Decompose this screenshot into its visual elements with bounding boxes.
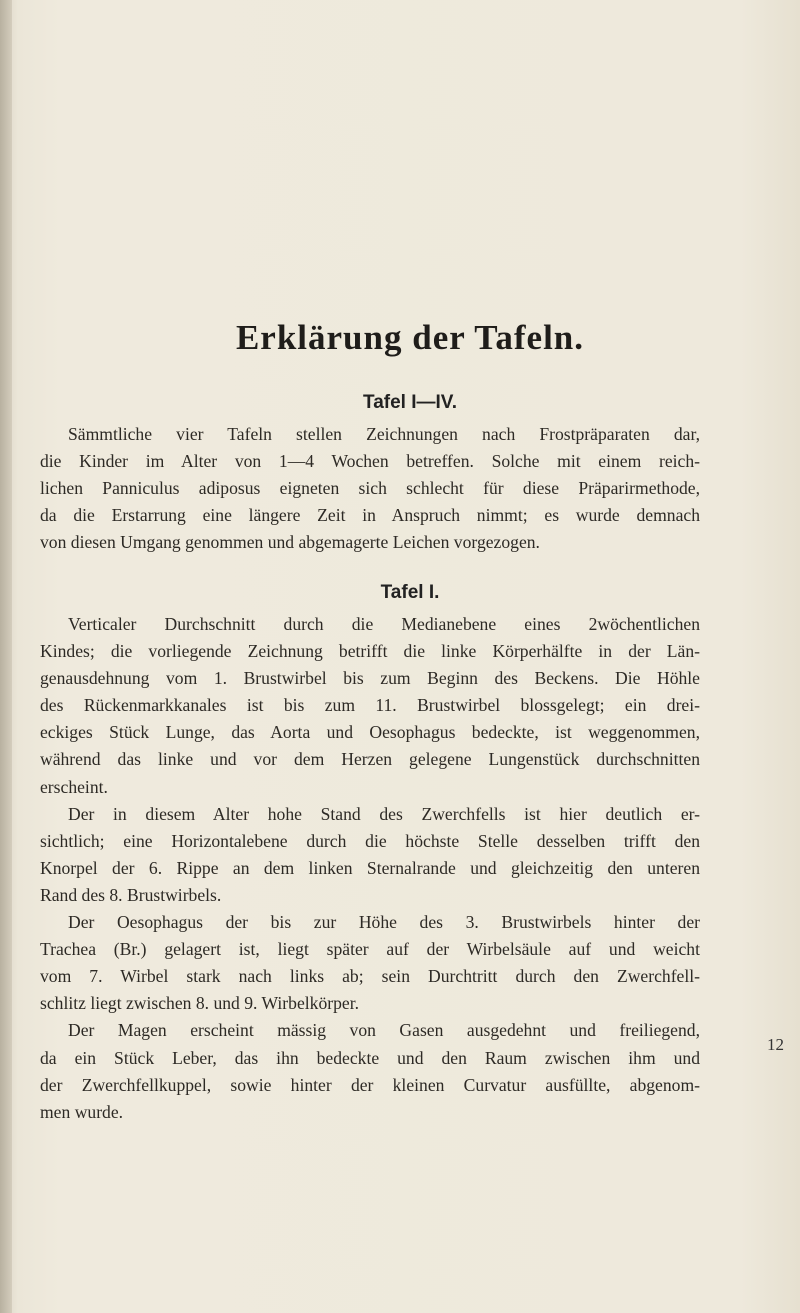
text-line: Knorpel der 6. Rippe an dem linken Sternalrande und gleichzeitig den unteren <box>40 857 700 878</box>
text-line: eckiges Stück Lunge, das Aorta und Oesophagus bedeckte, ist weggenommen, <box>40 722 700 743</box>
text-line: vom 7. Wirbel stark nach links ab; sein Durchtritt durch den Zwerchfell- <box>40 966 700 987</box>
text-line: Der Oesophagus der bis zur Höhe des 3. Brustwirbels hinter der <box>68 912 700 933</box>
book-spine-shadow <box>0 0 12 1313</box>
page-title: Erklärung der Tafeln. <box>235 318 585 357</box>
text-line: Der Magen erscheint mässig von Gasen ausgedehnt und freiliegend, <box>68 1020 700 1041</box>
text-line: von diesen Umgang genommen und abgemagerte Leichen vorgezogen. <box>40 532 540 553</box>
text-line: Trachea (Br.) gelagert ist, liegt später auf der Wirbelsäule auf und weicht <box>40 939 700 960</box>
text-line: Kindes; die vorliegende Zeichnung betrifft die linke Körperhälfte in der Län- <box>40 641 700 662</box>
text-line: erscheint. <box>40 776 108 797</box>
section-heading-tafel-i: Tafel I. <box>380 582 440 603</box>
text-line: sichtlich; eine Horizontalebene durch die höchste Stelle desselben trifft den <box>40 830 700 851</box>
text-line: da die Erstarrung eine längere Zeit in Anspruch nimmt; es wurde demnach <box>40 505 700 526</box>
page-number: 12 <box>767 1035 784 1054</box>
text-line: die Kinder im Alter von 1—4 Wochen betreffen. Solche mit einem reich- <box>40 451 700 472</box>
text-line: Der in diesem Alter hohe Stand des Zwerchfells ist hier deutlich er- <box>68 803 700 824</box>
text-line: genausdehnung vom 1. Brustwirbel bis zum Beginn des Beckens. Die Höhle <box>40 668 700 689</box>
section-heading-tafel-i-iv: Tafel I—IV. <box>363 392 457 413</box>
text-line: schlitz liegt zwischen 8. und 9. Wirbelkörper. <box>40 993 359 1014</box>
text-line: men wurde. <box>40 1101 124 1122</box>
text-line: der Zwerchfellkuppel, sowie hinter der kleinen Curvatur ausfüllte, abgenom- <box>40 1074 700 1095</box>
text-line: da ein Stück Leber, das ihn bedeckte und den Raum zwischen ihm und <box>40 1047 700 1068</box>
text-line: lichen Panniculus adiposus eigneten sich schlecht für diese Präparirmethode, <box>40 478 700 499</box>
paragraph-1 <box>40 611 700 1126</box>
intro-paragraph <box>40 421 700 556</box>
text-line: des Rückenmarkkanales ist bis zum 11. Brustwirbel blossgelegt; ein drei- <box>40 695 700 716</box>
text-line: Sämmtliche vier Tafeln stellen Zeichnungen nach Frostpräparaten dar, <box>68 424 700 444</box>
text-line: Verticaler Durchschnitt durch die Medianebene eines 2wöchentlichen <box>68 614 700 634</box>
text-line: während das linke und vor dem Herzen gelegene Lungenstück durchschnitten <box>40 749 700 770</box>
text-line: Rand des 8. Brustwirbels. <box>40 884 222 905</box>
